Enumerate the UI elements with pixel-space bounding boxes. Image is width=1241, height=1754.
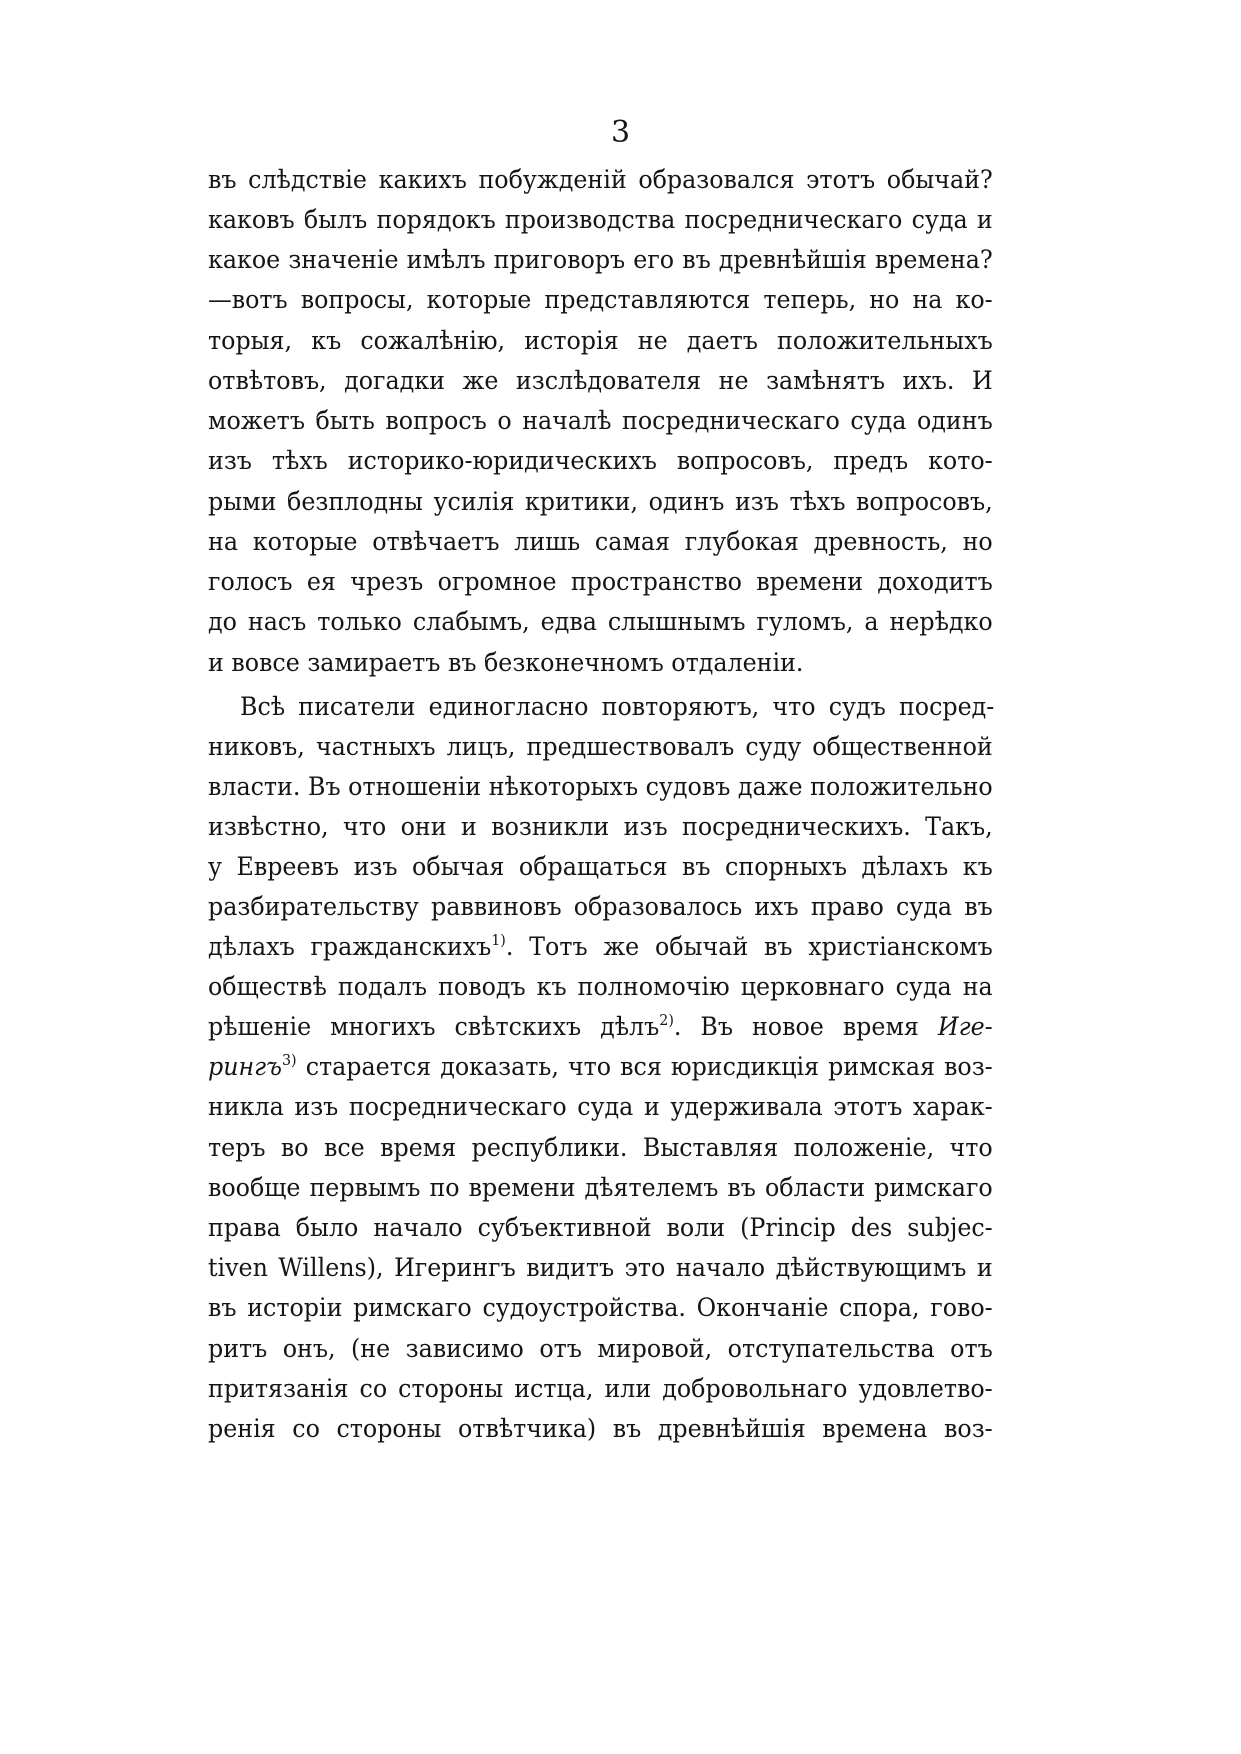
line-text: дѣлахъ гражданскихъ [208,932,492,961]
text-line: никовъ, частныхъ лицъ, предшествовалъ суду общественной [208,732,993,761]
text-line: рыми безплодны усилія критики, одинъ изъ тѣхъ вопросовъ, [208,487,993,516]
italic-name: Иге- [937,1012,993,1041]
text-line: —вотъ вопросы, которые представляются теперь, но на ко- [208,285,993,314]
line-text: рѣшеніе многихъ свѣтскихъ дѣлъ [208,1012,660,1041]
text-line: ренія со стороны отвѣтчика) въ древнѣйшія времена воз- [208,1414,993,1443]
text-line: голосъ ея чрезъ огромное пространство времени доходитъ [208,567,993,596]
text-line: до насъ только слабымъ, едва слышнымъ гуломъ, а нерѣдко [208,607,993,636]
footnote-ref-1: 1) [491,931,506,949]
text-line: каковъ былъ порядокъ производства посредническаго суда и [208,205,993,234]
text-line: можетъ быть вопросъ о началѣ посредническаго суда одинъ [208,406,993,435]
page-number: 3 [610,115,631,150]
footnote-ref-2: 2) [659,1011,674,1029]
line-text: . Въ новое время [673,1012,938,1041]
text-line: теръ во все время республики. Выставляя положеніе, что [208,1133,993,1162]
text-line [208,1050,993,1084]
text-line: никла изъ посредническаго суда и удерживала этотъ харак- [208,1092,993,1121]
text-line: извѣстно, что они и возникли изъ посредническихъ. Такъ, [208,812,993,841]
text-line: на которые отвѣчаетъ лишь самая глубокая древность, но [208,527,993,556]
text-line: отвѣтовъ, догадки же изслѣдователя не замѣнятъ ихъ. И [208,366,993,395]
text-line [208,1010,993,1044]
line-text: старается доказать, что вся юрисдикція римская воз- [296,1052,993,1081]
text-line: обществѣ подалъ поводъ къ полномочію церковнаго суда на [208,972,993,1001]
text-line: притязанія со стороны истца, или добровольнаго удовлетво- [208,1374,993,1403]
line-text: . Тотъ же обычай въ христіанскомъ [505,932,993,961]
text-line: и вовсе замираетъ въ безконечномъ отдаленіи. [208,648,804,677]
text-line: разбирательству раввиновъ образовалось ихъ право суда въ [208,892,993,921]
text-line: торыя, къ сожалѣнію, исторія не даетъ положительныхъ [208,326,993,355]
text-line [208,930,993,964]
text-line: права было начало субъективной воли (Princip des subjec- [208,1213,993,1242]
text-line: вообще первымъ по времени дѣятелемъ въ области римскаго [208,1173,993,1202]
footnote-ref-3: 3) [281,1051,297,1069]
text-line: ритъ онъ, (не зависимо отъ мировой, отступательства отъ [208,1334,993,1363]
italic-name: рингъ [208,1052,282,1081]
text-line: изъ тѣхъ историко-юридическихъ вопросовъ, предъ кото- [208,446,993,475]
text-line: въ исторіи римскаго судоустройства. Окончаніе спора, гово- [208,1293,993,1322]
text-line: Всѣ писатели единогласно повторяютъ, что судъ посред- [240,692,995,721]
text-line: въ слѣдствіе какихъ побужденій образовался этотъ обычай? [208,165,993,194]
text-line: tiven Willens), Игерингъ видитъ это начало дѣйствующимъ и [208,1253,993,1282]
text-line: какое значеніе имѣлъ приговоръ его въ древнѣйшія времена? [208,245,993,274]
text-line: власти. Въ отношеніи нѣкоторыхъ судовъ даже положительно [208,772,993,801]
text-line: у Евреевъ изъ обычая обращаться въ спорныхъ дѣлахъ къ [208,852,993,881]
